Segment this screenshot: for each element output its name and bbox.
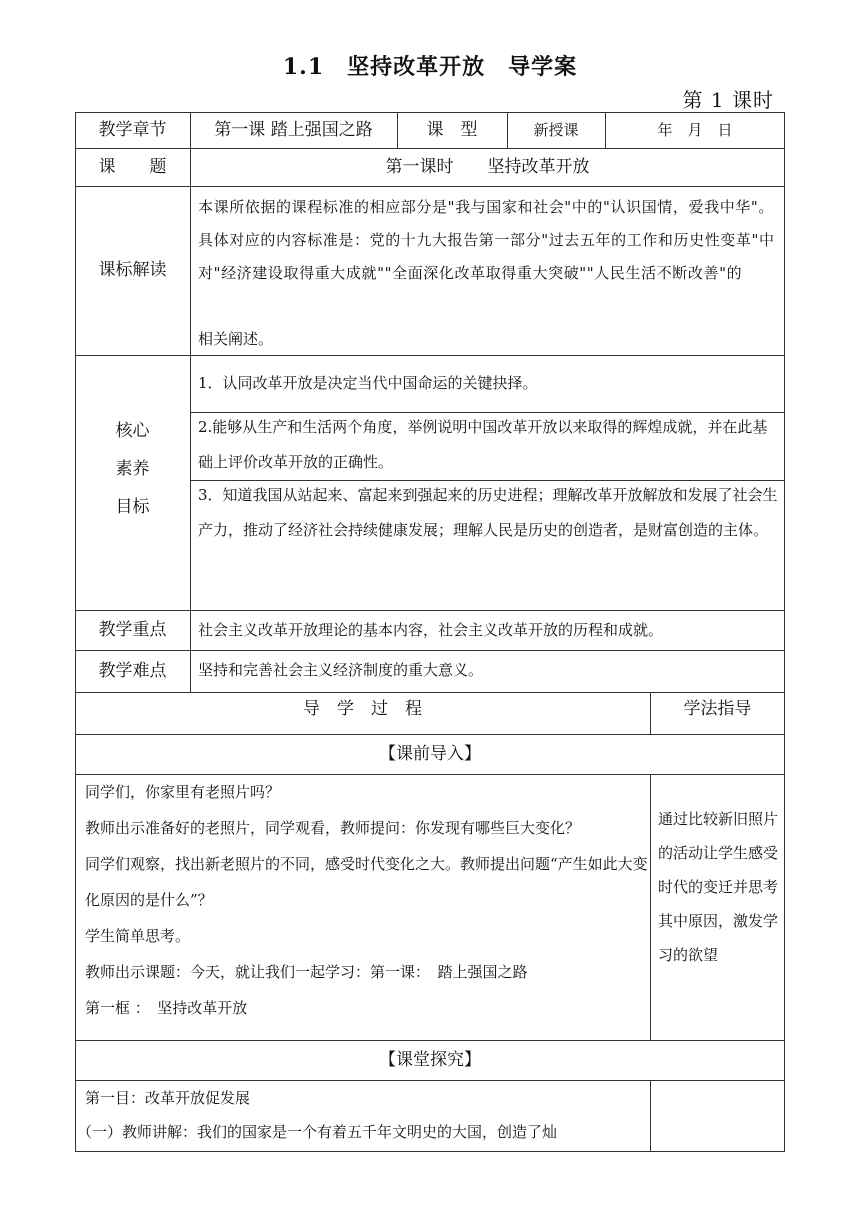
col-divider [650,1080,651,1152]
chapter-value: 第一课 踏上强国之路 [214,119,373,140]
difficulty-text: 坚持和完善社会主义经济制度的重大意义。 [198,661,484,679]
guide-heading: 学法指导 [683,698,752,719]
explore-section-header: 【课堂探究】 [379,1049,481,1070]
type-label: 课 型 [426,119,478,140]
intro-line: 学生简单思考。 [85,927,191,945]
process-heading: 导 学 过 程 [303,698,422,719]
standard-label: 课标解读 [98,260,167,280]
goal-item-2: 2.能够从生产和生活两个角度，举例说明中国改革开放以来取得的辉煌成就，并在此基础上评价改革开放的正确性。 [198,418,768,471]
intro-line: 教师出示准备好的老照片，同学观看，教师提问：你发现有哪些巨大变化？ [85,819,581,837]
intro-body [75,774,650,1040]
lesson-period: 第 1 课时 [682,88,774,112]
intro-line: 教师出示课题：今天，就让我们一起学习：第一课： 踏上强国之路 [85,963,528,981]
goals-label-line: 目标 [115,497,150,517]
date-field: 年 月 日 [657,120,733,139]
intro-section-header: 【课前导入】 [379,743,481,764]
intro-line: 同学们，你家里有老照片吗？ [85,783,281,801]
type-value: 新授课 [533,120,579,139]
intro-guide-text: 通过比较新旧照片的活动让学生感受时代的变迁并思考其中原因，激发学习的欲望 [658,810,779,964]
explore-line: 第一目：改革开放促发展 [85,1089,251,1107]
lesson-plan-table [75,112,785,1152]
standard-text: 本课所依据的课程标准的相应部分是"我与国家和社会"中的"认识国情，爱我中华"。具体对应的内容标准是：党的十九大报告第一部分"过去五年的工作和历史性变革"中对"经济建设取得重大成就""全面深化改革取得重大突破""人民生活不断改善"的 [198,198,775,282]
page-title: 1.1 坚持改革开放 导学案 [282,54,578,80]
key-point-text: 社会主义改革开放理论的基本内容，社会主义改革开放的历程和成就。 [198,621,664,639]
topic-value: 第一课时 坚持改革开放 [385,156,590,177]
difficulty-label: 教学难点 [98,660,167,681]
intro-line: 同学们观察，找出新老照片的不同，感受时代变化之大。教师提出问题“产生如此大变化原因的是什么”？ [85,855,648,909]
goals-label-line: 核心 [115,421,150,441]
topic-label: 课 题 [98,156,167,177]
goals-label [75,412,190,552]
explore-line: （一）教师讲解：我们的国家是一个有着五千年文明史的大国，创造了灿 [77,1123,558,1141]
standard-text-tail: 相关阐述。 [198,330,274,348]
key-point-label: 教学重点 [98,619,167,640]
chapter-label: 教学章节 [98,119,167,140]
goals-label-line: 素养 [115,459,150,479]
goal-item-1: 1．认同改革开放是决定当代中国命运的关键抉择。 [198,374,538,392]
row-divider [75,355,785,356]
intro-line: 第一框 ： 坚持改革开放 [85,999,248,1017]
goal-item-3: 3．知道我国从站起来、富起来到强起来的历史进程；理解改革开放解放和发展了社会生产力，推动了经济社会持续健康发展；理解人民是历史的创造者，是财富创造的主体。 [198,486,778,539]
